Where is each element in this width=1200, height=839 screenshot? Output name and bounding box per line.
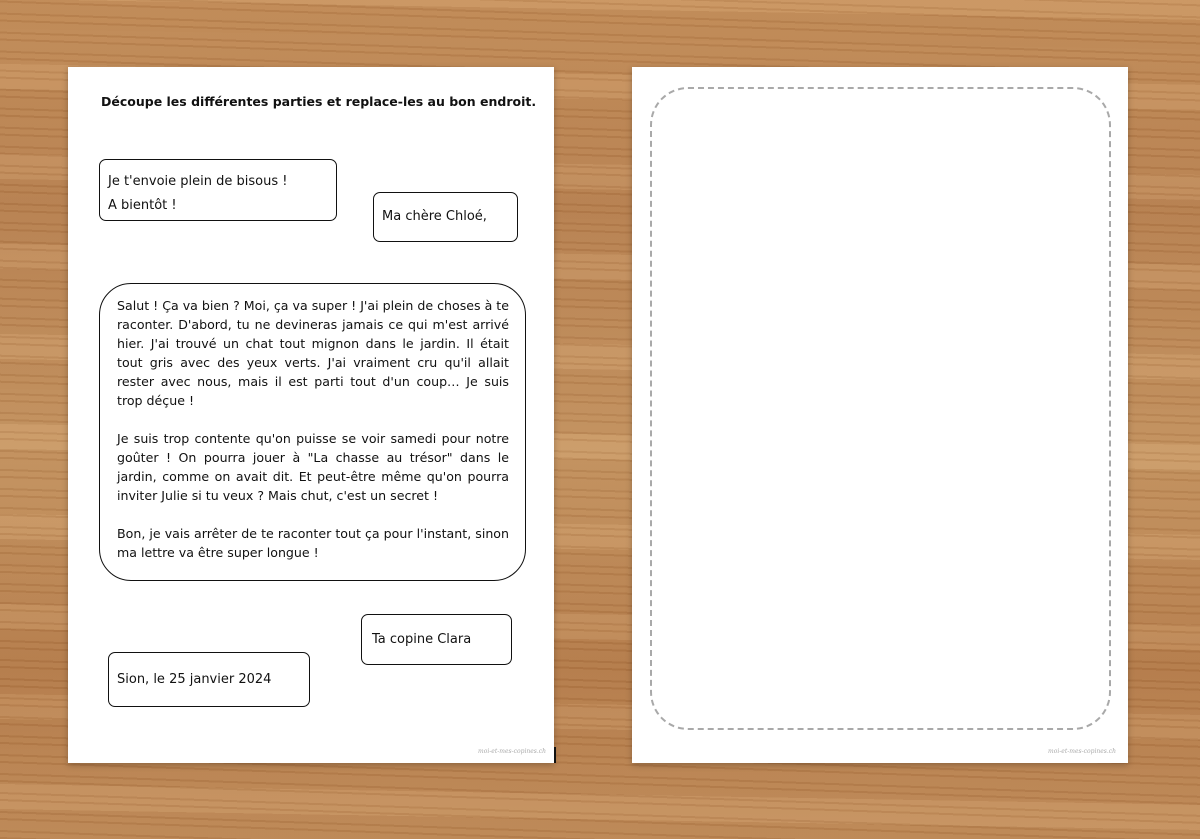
- cutout-letter-body-box[interactable]: [99, 283, 526, 581]
- worksheet-page: [68, 67, 554, 763]
- dashed-paste-area: [650, 87, 1111, 730]
- body-paragraph-3: Bon, je vais arrêter de te raconter tout ça pour l'instant, sinon ma lettre va être super longue !: [117, 526, 509, 560]
- cutout-greeting-box[interactable]: Ma chère Chloé,: [373, 192, 518, 242]
- watermark: moi-et-mes-copines.ch: [478, 748, 546, 755]
- cutout-signature-box[interactable]: Ta copine Clara: [361, 614, 512, 665]
- letter-template-page: [632, 67, 1128, 763]
- body-paragraph-2: Je suis trop contente qu'on puisse se voir samedi pour notre goûter ! On pourra jouer à "La chasse au trésor" dans le jardin, comme on avait dit. Et peut-être même qu'on pourra inviter Julie si tu veux ? Mais chut, c'est un secret !: [117, 431, 509, 503]
- page-edge-mark: [554, 747, 556, 763]
- cutout-closing-box[interactable]: [99, 159, 337, 221]
- closing-line-2: A bientôt !: [108, 198, 177, 213]
- instruction-heading: Découpe les différentes parties et replace-les au bon endroit.: [101, 94, 537, 109]
- body-paragraph-1: Salut ! Ça va bien ? Moi, ça va super ! J'ai plein de choses à te raconter. D'abord, tu ne devineras jamais ce qui m'est arrivé hier. J'ai trouvé un chat tout mignon dans le jardin. Il était tout gris avec des yeux verts. J'ai vraiment cru qu'il allait rester avec nous, mais il est parti tout d'un coup… Je suis trop déçue !: [117, 298, 509, 408]
- watermark: moi-et-mes-copines.ch: [1048, 748, 1116, 755]
- closing-line-1: Je t'envoie plein de bisous !: [108, 174, 288, 189]
- cutout-place-date-box[interactable]: Sion, le 25 janvier 2024: [108, 652, 310, 707]
